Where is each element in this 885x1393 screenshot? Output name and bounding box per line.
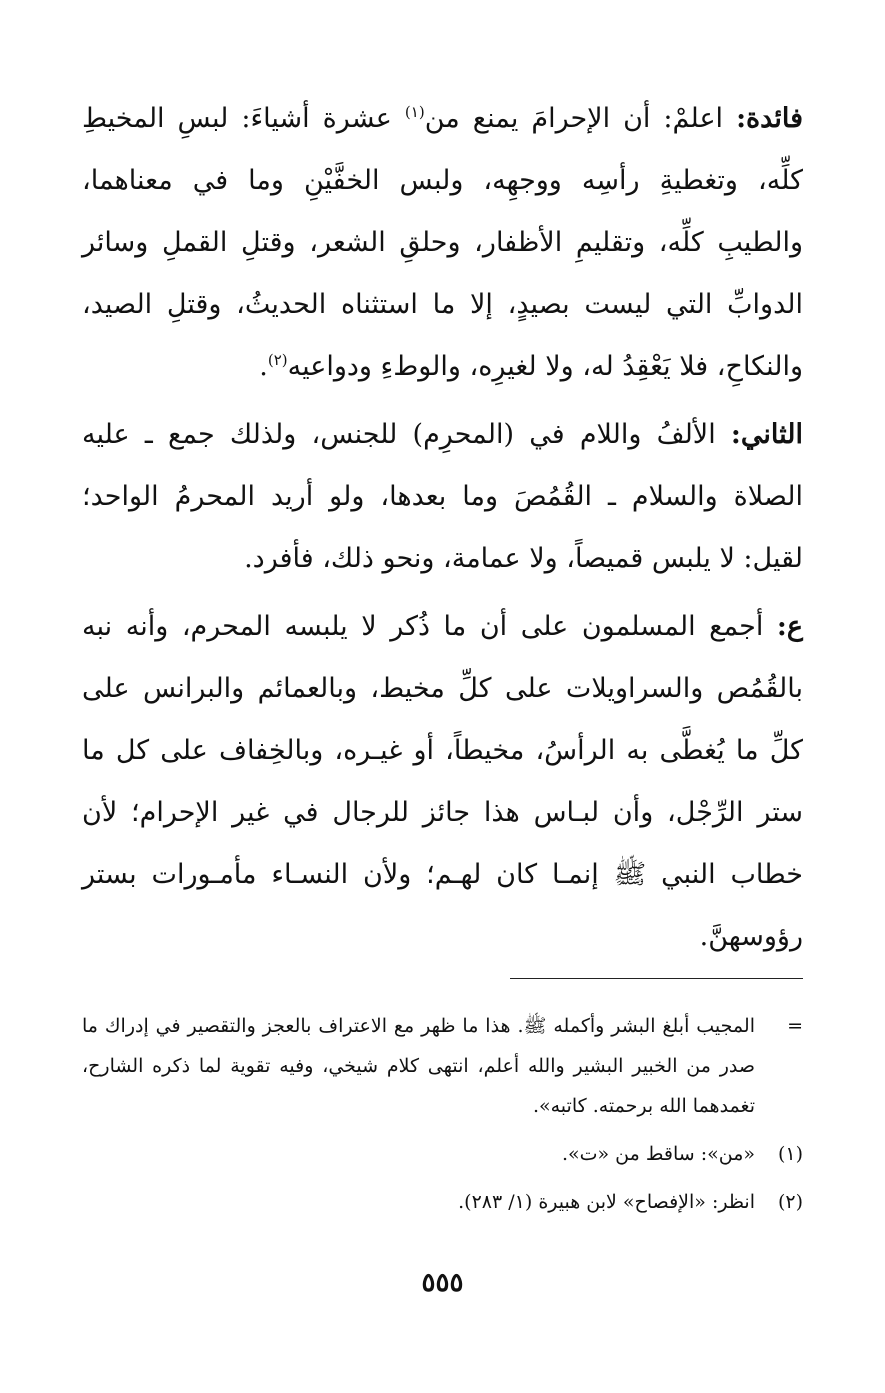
footnote-reference: (٢) [267, 351, 288, 369]
paragraph-text: عشرة أشياءَ: لبسِ المخيطِ كلِّه، وتغطيةِ رأسِه ووجهِه، ولبس الخفَّيْنِ وما في معناهما، والطيبِ كلِّه، وتقليمِ الأظفار، وحلقِ الشعر، وقتلِ القملِ وسائر الدوابِّ التي ليست بصيدٍ، إلا ما استثناه الحديثُ، وقتلِ الصيد، والنكاحِ، فلا يَعْقِدُ له، ولا لغيرِه، والوطءِ ودواعيه [82, 103, 803, 382]
paragraph-thani [82, 404, 803, 590]
footnotes [82, 1006, 803, 1230]
page-number: ٥٥٥ [421, 1268, 464, 1298]
footnote-marker: (٢) [777, 1191, 803, 1213]
paragraph-lead: ع: [776, 611, 803, 642]
paragraph-text: أجمع المسلمون على أن ما ذُكر لا يلبسه المحرم، وأنه نبه بالقُمُص والسراويلات على كلِّ مخيط، وبالعمائم والبرانس على كلِّ ما يُغطَّى به الرأسُ، مخيطاً، أو غيـره، وبالخِفاف على كل ما ستر الرِّجْل، وأن لبـاس هذا جائز للرجال في غير الإحرام؛ لأن خطاب النبي ﷺ إنمـا كان لهـم؛ ولأن النسـاء مأمـورات بستر رؤوسهنَّ. [82, 611, 803, 952]
paragraph-faida [82, 88, 803, 398]
footnote-1 [82, 1134, 803, 1174]
footnote-separator [510, 978, 803, 979]
paragraph-lead: الثاني: [730, 419, 803, 450]
footnote-marker: = [787, 1015, 803, 1037]
footnote-text: «من»: ساقط من «ت». [561, 1143, 755, 1165]
footnote-continuation [82, 1006, 803, 1126]
paragraph-text: اعلمْ: أن الإحرامَ يمنع من [424, 103, 737, 134]
main-text [82, 88, 803, 974]
footnote-reference: (١) [404, 103, 425, 121]
paragraph-ain [82, 596, 803, 968]
footnote-text: المجيب أبلغ البشر وأكمله ﷺ. هذا ما ظهر مع الاعتراف بالعجز والتقصير في إدراك ما صدر من الخبير البشير والله أعلم، انتهى كلام شيخي، وفيه تقوية لما ذكره الشارح، تغمدهما الله برحمته. كاتبه». [82, 1015, 755, 1117]
paragraph-lead: فائدة: [736, 103, 803, 134]
footnote-text: انظر: «الإفصاح» لابن هبيرة (١/ ٢٨٣). [458, 1191, 755, 1213]
paragraph-text: . [259, 351, 268, 382]
footnote-marker: (١) [777, 1143, 803, 1165]
paragraph-text: الألفُ واللام في (المحرِم) للجنس، ولذلك جمع ـ عليه الصلاة والسلام ـ القُمُصَ وما بعدها، ولو أريد المحرمُ الواحد؛ لقيل: لا يلبس قميصاً، ولا عمامة، ونحو ذلك، فأفرد. [82, 419, 803, 574]
footnote-2 [82, 1182, 803, 1222]
